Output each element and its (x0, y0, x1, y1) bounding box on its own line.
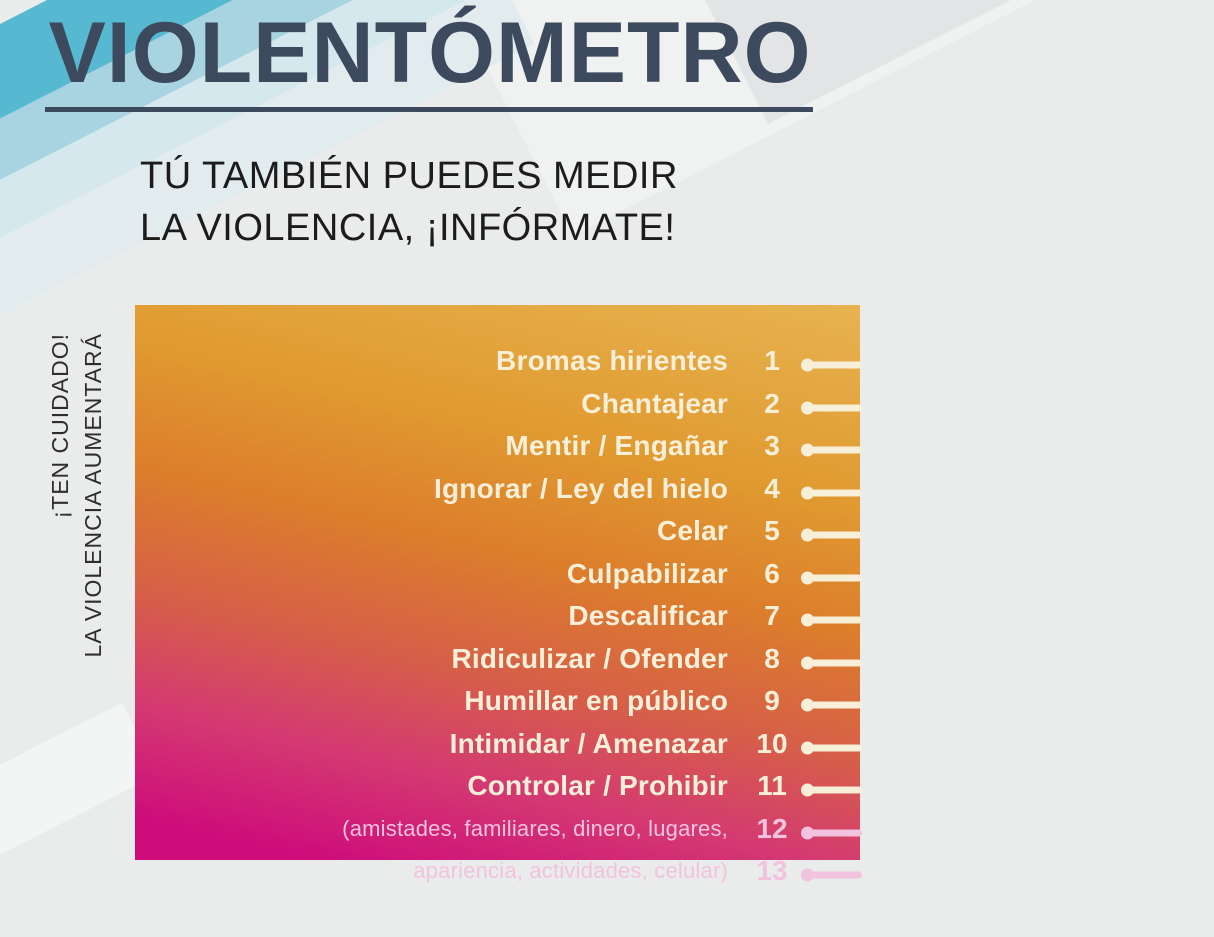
meter-item-number: 12 (756, 812, 788, 844)
meter-item-number: 4 (764, 472, 780, 504)
title-underline (45, 107, 813, 112)
meter-item-number: 8 (764, 642, 780, 674)
meter-row (135, 510, 860, 553)
meter-item-label: apariencia, actividades, celular) (413, 858, 728, 884)
meter-item-number: 11 (757, 770, 787, 802)
meter-row (135, 723, 860, 766)
tick-wrap (798, 638, 860, 681)
meter-item-label: Humillar en público (464, 685, 728, 717)
subtitle (140, 150, 678, 254)
tick-wrap (798, 383, 860, 426)
meter-row (135, 595, 860, 638)
meter-scale (135, 305, 860, 893)
tick-wrap (798, 850, 860, 893)
meter-item-label: Ridiculizar / Ofender (451, 642, 728, 674)
meter-row (135, 468, 860, 511)
meter-item-number: 2 (764, 387, 780, 419)
tick-wrap (798, 510, 860, 553)
meter-item-number: 9 (764, 685, 780, 717)
tick-mark-icon (804, 489, 862, 496)
meter-item-number: 10 (756, 727, 788, 759)
meter-item-number: 13 (756, 855, 788, 887)
tick-mark-icon (804, 829, 862, 836)
meter-row (135, 553, 860, 596)
subtitle-line-1: TÚ TAMBIÉN PUEDES MEDIR (140, 155, 678, 197)
tick-mark-icon (804, 447, 862, 454)
tick-mark-icon (804, 404, 862, 411)
meter-row (135, 340, 860, 383)
subtitle-line-2: LA VIOLENCIA, ¡INFÓRMATE! (140, 207, 676, 249)
tick-mark-icon (804, 574, 862, 581)
meter-row (135, 425, 860, 468)
meter-item-label: Descalificar (568, 600, 728, 632)
caution-vertical-text (44, 333, 110, 663)
meter-item-label: (amistades, familiares, dinero, lugares, (342, 815, 728, 841)
tick-mark-icon (804, 659, 862, 666)
meter-item-label: Culpabilizar (566, 557, 728, 589)
meter-panel (135, 305, 860, 887)
meter-row (135, 638, 860, 681)
meter-item-label: Mentir / Engañar (505, 430, 728, 462)
meter-item-label: Ignorar / Ley del hielo (434, 472, 728, 504)
tick-mark-icon (804, 787, 862, 794)
tick-wrap (798, 340, 860, 383)
meter-item-label: Celar (656, 515, 728, 547)
meter-row (135, 808, 860, 851)
tick-mark-icon (804, 362, 862, 369)
meter-item-number: 5 (764, 515, 780, 547)
meter-row (135, 383, 860, 426)
meter-item-label: Chantajear (581, 387, 728, 419)
tick-mark-icon (804, 702, 862, 709)
tick-wrap (798, 553, 860, 596)
meter-item-number: 3 (764, 430, 780, 462)
meter-item-label: Intimidar / Amenazar (449, 727, 728, 759)
tick-wrap (798, 595, 860, 638)
tick-wrap (798, 468, 860, 511)
meter-item-label: Controlar / Prohibir (467, 770, 728, 802)
meter-row (135, 680, 860, 723)
tick-wrap (798, 680, 860, 723)
tick-wrap (798, 808, 860, 851)
tick-mark-icon (804, 617, 862, 624)
caution-line-2: LA VIOLENCIA AUMENTARÁ (80, 333, 106, 658)
meter-item-number: 6 (764, 557, 780, 589)
caution-line-1: ¡TEN CUIDADO! (47, 333, 73, 519)
tick-mark-icon (804, 872, 862, 879)
meter-item-number: 1 (764, 345, 780, 377)
meter-row (135, 850, 860, 893)
meter-item-number: 7 (764, 600, 780, 632)
meter-item-label: Bromas hirientes (496, 345, 728, 377)
tick-mark-icon (804, 744, 862, 751)
tick-wrap (798, 765, 860, 808)
tick-wrap (798, 723, 860, 766)
tick-mark-icon (804, 532, 862, 539)
tick-wrap (798, 425, 860, 468)
page-title: VIOLENTÓMETRO (48, 5, 812, 101)
meter-row (135, 765, 860, 808)
